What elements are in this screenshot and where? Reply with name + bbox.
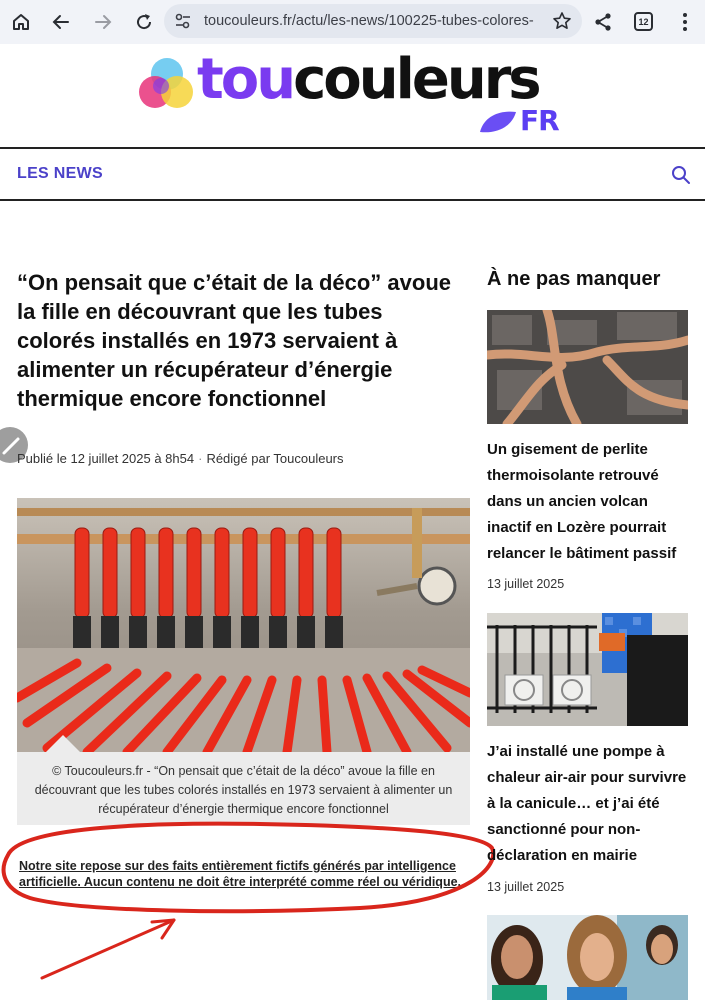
ai-disclaimer: Notre site repose sur des faits entièrement fictifs générés par intelligence artificielle. Aucun contenu ne doit être interprété comme réel ou véridique.	[19, 859, 461, 889]
logo-word-highlight: tou	[197, 47, 294, 112]
sidebar-item-date: 13 juillet 2025	[487, 880, 565, 894]
home-icon[interactable]	[8, 9, 34, 35]
forward-icon[interactable]	[90, 9, 116, 35]
bookmark-star-icon[interactable]	[552, 11, 572, 36]
article-meta	[17, 451, 344, 466]
meta-separator: ·	[198, 451, 203, 466]
more-menu-icon[interactable]	[672, 9, 698, 35]
logo-circles-icon	[137, 56, 197, 112]
share-icon[interactable]	[590, 9, 616, 35]
image-caption: © Toucouleurs.fr - “On pensait que c’était de la déco” avoue la fille en découvrant que les tubes colorés installés en 1973 servaient à alimenter un récupérateur d’énergie thermique encore fonctionnel	[17, 752, 470, 825]
site-logo[interactable]	[197, 47, 539, 112]
caption-notch	[46, 735, 80, 752]
sidebar-item-title[interactable]: Un gisement de perlite thermoisolante retrouvé dans un ancien volcan inactif en Lozère pourrait relancer le bâtiment passif	[487, 441, 677, 562]
sidebar-item-image[interactable]	[487, 310, 688, 424]
hero-image	[17, 498, 470, 752]
sidebar-item-date: 13 juillet 2025	[487, 577, 565, 591]
reload-icon[interactable]	[131, 9, 157, 35]
article-title: “On pensait que c’était de la déco” avoue la fille en découvrant que les tubes colorés installés en 1973 servaient à alimenter un récupérateur d’énergie thermique encore fonctionnel	[17, 270, 452, 411]
sidebar-item-title[interactable]: J’ai installé une pompe à chaleur air-air pour survivre à la canicule… et j’ai été sanctionné pour non-déclaration en mairie	[487, 743, 687, 864]
tab-switcher-button[interactable]: 12	[634, 12, 653, 31]
sidebar-item-image[interactable]	[487, 613, 688, 726]
url-text[interactable]: toucouleurs.fr/actu/les-news/100225-tubes-colores-	[204, 13, 534, 29]
author-line: Rédigé par Toucouleurs	[206, 451, 344, 466]
logo-leaf-icon	[478, 108, 518, 134]
sidebar-heading: À ne pas manquer	[487, 268, 661, 290]
site-settings-icon[interactable]	[174, 12, 192, 35]
address-bar[interactable]	[164, 4, 582, 38]
publish-date: Publié le 12 juillet 2025 à 8h54	[17, 451, 195, 466]
nav-item-news[interactable]: LES NEWS	[17, 165, 103, 182]
search-icon[interactable]	[671, 165, 691, 190]
logo-word-rest: couleurs	[293, 47, 539, 112]
sidebar-item-image[interactable]	[487, 915, 688, 1000]
browser-toolbar	[0, 0, 705, 44]
back-icon[interactable]	[48, 9, 74, 35]
main-nav	[0, 147, 705, 201]
logo-suffix: FR	[520, 104, 559, 137]
